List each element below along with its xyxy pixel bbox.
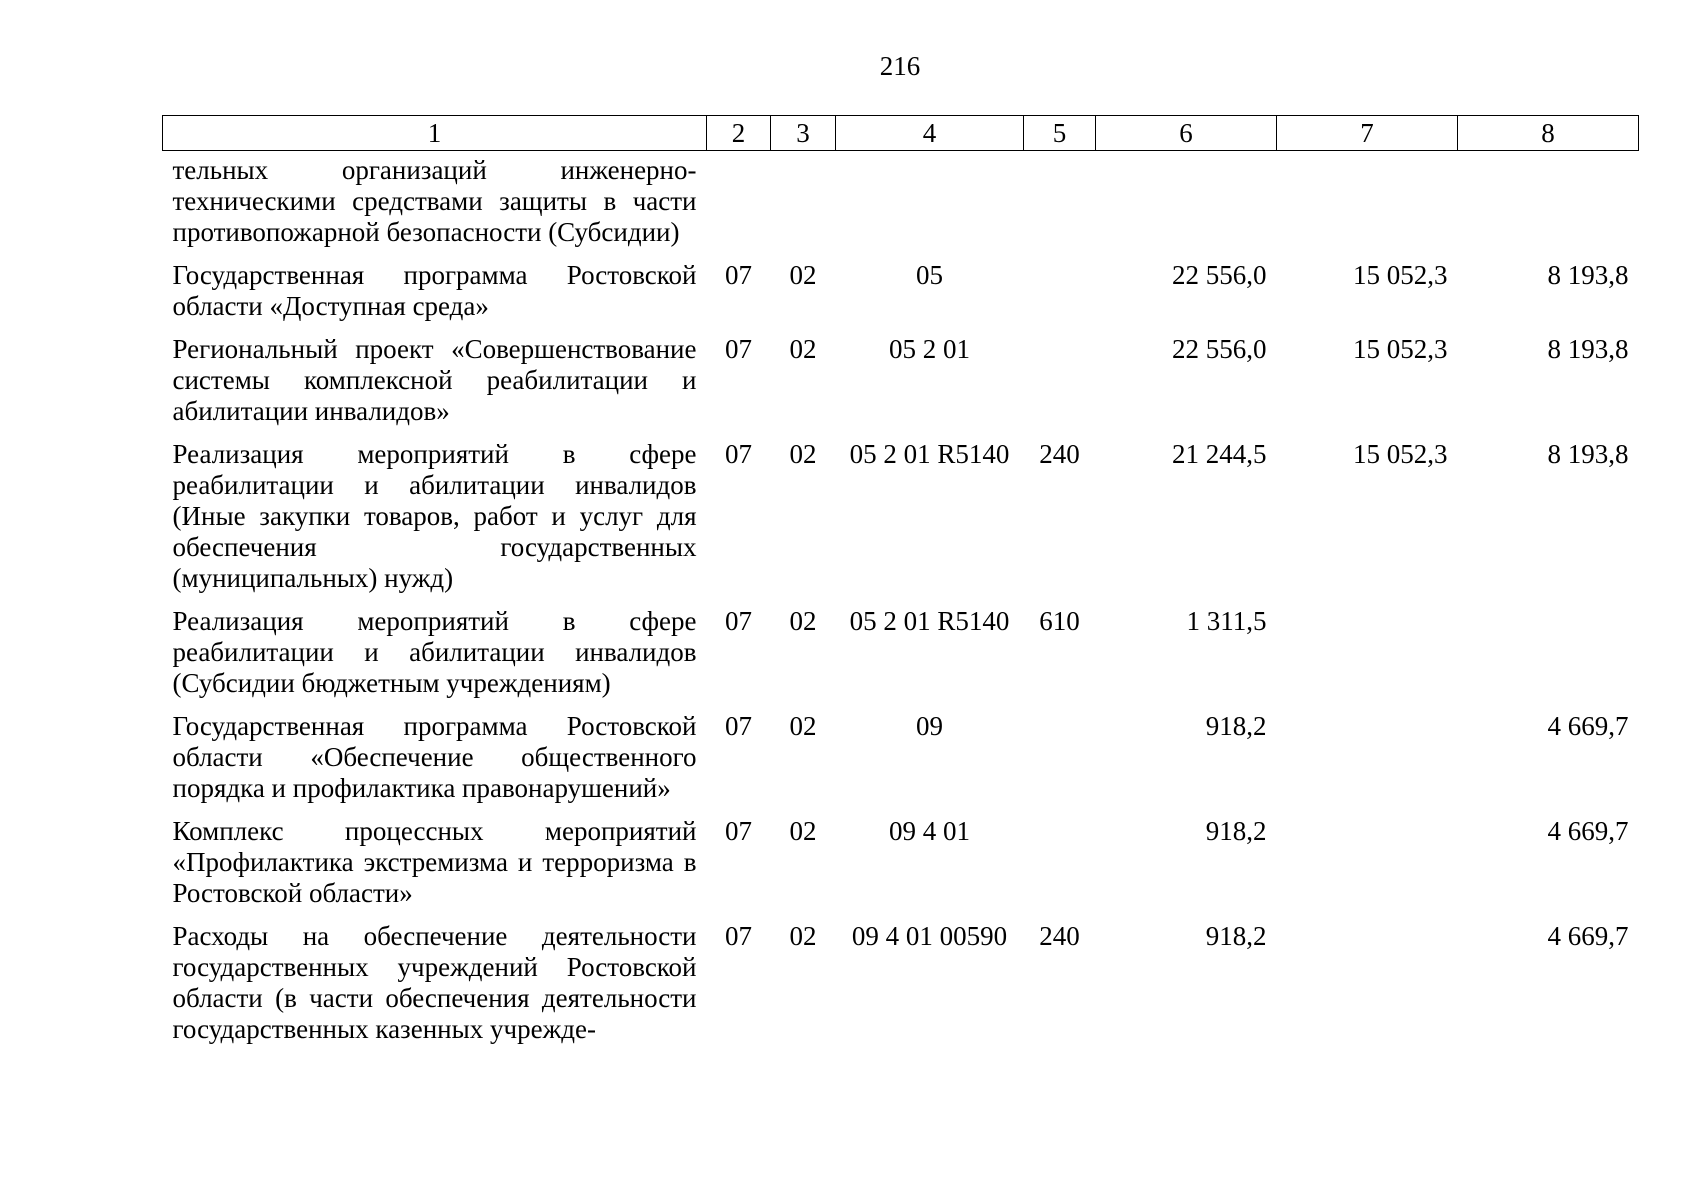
row-sum2-cell: 15 052,3 bbox=[1353, 334, 1448, 364]
row-pr-cell: 02 bbox=[789, 334, 817, 364]
table-row bbox=[163, 328, 1639, 433]
row-pr-cell: 02 bbox=[789, 816, 817, 846]
row-sum1-cell: 22 556,0 bbox=[1172, 334, 1267, 364]
row-sum1-cell: 21 244,5 bbox=[1172, 439, 1267, 469]
row-sum2-cell: 15 052,3 bbox=[1353, 439, 1448, 469]
table-header bbox=[163, 116, 1639, 151]
row-sum1-cell: 918,2 bbox=[1205, 711, 1267, 741]
table-row bbox=[163, 151, 1639, 255]
row-rz-cell: 07 bbox=[725, 334, 752, 364]
row-name-cell: Государственная программа Ростовской области «Доступная среда» bbox=[172, 260, 697, 321]
row-vr-cell bbox=[1024, 810, 1096, 915]
row-csr-cell: 05 bbox=[916, 260, 943, 290]
row-pr-cell: 02 bbox=[789, 711, 817, 741]
row-sum3-cell bbox=[1458, 151, 1639, 255]
row-sum3-cell: 4 669,7 bbox=[1547, 816, 1629, 846]
row-vr-cell bbox=[1024, 254, 1096, 328]
row-vr-cell bbox=[1024, 328, 1096, 433]
row-sum1-cell bbox=[1096, 151, 1277, 255]
row-sum3-cell: 8 193,8 bbox=[1547, 439, 1629, 469]
row-name-cell: Государственная программа Ростовской области «Обеспечение общественного порядка и профилактика правонарушений» bbox=[172, 711, 697, 803]
row-sum1-cell: 1 311,5 bbox=[1186, 606, 1267, 636]
row-name-cell: Реализация мероприятий в сфере реабилитации и абилитации инвалидов (Иные закупки товаров, работ и услуг для обеспечения государственных (муниципальных) нужд) bbox=[172, 439, 697, 593]
row-sum2-cell bbox=[1277, 915, 1458, 1051]
row-vr-cell bbox=[1024, 151, 1096, 255]
header-cell-col1: 1 bbox=[163, 116, 707, 151]
row-csr-cell: 05 2 01 bbox=[889, 334, 970, 364]
row-name-cell: Расходы на обеспечение деятельности государственных учреждений Ростовской области (в части обеспечения деятельности государственных казенных учрежде- bbox=[172, 921, 697, 1044]
row-name-cell: Региональный проект «Совершенствование системы комплексной реабилитации и абилитации инвалидов» bbox=[172, 334, 697, 426]
row-vr-cell: 610 bbox=[1039, 606, 1080, 636]
row-rz-cell: 07 bbox=[725, 439, 752, 469]
row-sum1-cell: 918,2 bbox=[1205, 816, 1267, 846]
header-cell-col3: 3 bbox=[771, 116, 836, 151]
header-cell-col8: 8 bbox=[1458, 116, 1639, 151]
row-sum3-cell bbox=[1458, 600, 1639, 705]
budget-table bbox=[162, 115, 1639, 1051]
row-sum3-cell: 8 193,8 bbox=[1547, 334, 1629, 364]
row-rz-cell bbox=[707, 151, 771, 255]
row-vr-cell: 240 bbox=[1039, 921, 1080, 951]
header-cell-col6: 6 bbox=[1096, 116, 1277, 151]
table-row bbox=[163, 600, 1639, 705]
row-rz-cell: 07 bbox=[725, 711, 752, 741]
row-pr-cell bbox=[771, 151, 836, 255]
row-pr-cell: 02 bbox=[789, 606, 817, 636]
row-vr-cell: 240 bbox=[1039, 439, 1080, 469]
row-sum3-cell: 8 193,8 bbox=[1547, 260, 1629, 290]
row-rz-cell: 07 bbox=[725, 921, 752, 951]
table-row bbox=[163, 810, 1639, 915]
row-rz-cell: 07 bbox=[725, 606, 752, 636]
row-sum1-cell: 918,2 bbox=[1205, 921, 1267, 951]
page-number: 216 bbox=[879, 51, 921, 81]
row-rz-cell: 07 bbox=[725, 816, 752, 846]
row-csr-cell: 05 2 01 R5140 bbox=[849, 439, 1010, 469]
row-sum1-cell: 22 556,0 bbox=[1172, 260, 1267, 290]
row-csr-cell bbox=[836, 151, 1024, 255]
table-row bbox=[163, 705, 1639, 810]
row-pr-cell: 02 bbox=[789, 921, 817, 951]
header-cell-col4: 4 bbox=[836, 116, 1024, 151]
row-sum2-cell bbox=[1277, 705, 1458, 810]
row-sum2-cell: 15 052,3 bbox=[1353, 260, 1448, 290]
row-sum2-cell bbox=[1277, 810, 1458, 915]
table-row bbox=[163, 433, 1639, 600]
header-row bbox=[163, 116, 1639, 151]
row-rz-cell: 07 bbox=[725, 260, 752, 290]
row-csr-cell: 05 2 01 R5140 bbox=[849, 606, 1010, 636]
row-name-cell: Комплекс процессных мероприятий «Профилактика экстремизма и терроризма в Ростовской области» bbox=[172, 816, 697, 908]
table-row bbox=[163, 254, 1639, 328]
row-name-cell: тельных организаций инженерно-техническими средствами защиты в части противопожарной безопасности (Субсидии) bbox=[172, 155, 697, 247]
header-cell-col2: 2 bbox=[707, 116, 771, 151]
header-cell-col7: 7 bbox=[1277, 116, 1458, 151]
row-sum3-cell: 4 669,7 bbox=[1547, 711, 1629, 741]
row-csr-cell: 09 4 01 bbox=[889, 816, 970, 846]
row-sum2-cell bbox=[1277, 600, 1458, 705]
row-name-cell: Реализация мероприятий в сфере реабилитации и абилитации инвалидов (Субсидии бюджетным учреждениям) bbox=[172, 606, 697, 698]
row-pr-cell: 02 bbox=[789, 439, 817, 469]
row-vr-cell bbox=[1024, 705, 1096, 810]
row-csr-cell: 09 bbox=[916, 711, 943, 741]
table-row bbox=[163, 915, 1639, 1051]
row-pr-cell: 02 bbox=[789, 260, 817, 290]
table-body bbox=[163, 151, 1639, 1052]
header-cell-col5: 5 bbox=[1024, 116, 1096, 151]
row-csr-cell: 09 4 01 00590 bbox=[851, 921, 1008, 951]
row-sum2-cell bbox=[1277, 151, 1458, 255]
row-sum3-cell: 4 669,7 bbox=[1547, 921, 1629, 951]
